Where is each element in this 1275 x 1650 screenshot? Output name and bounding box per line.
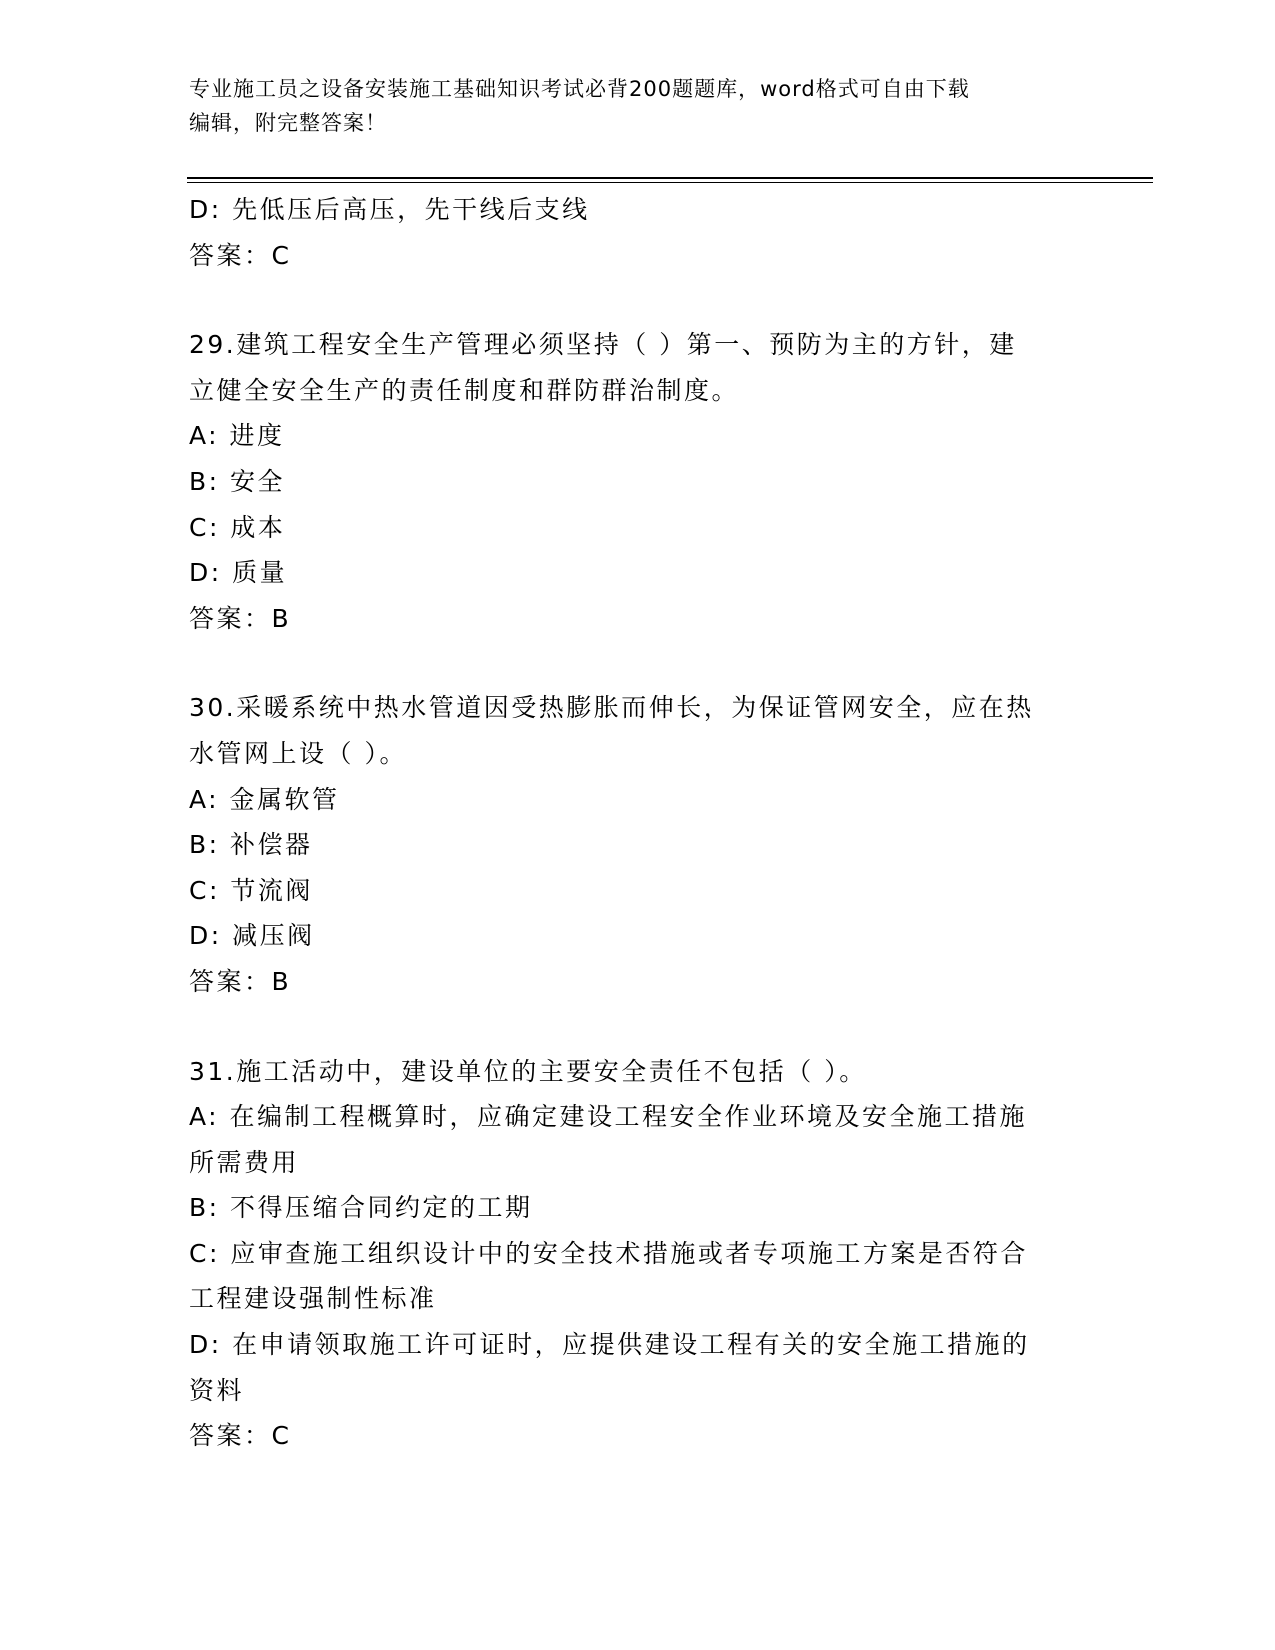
spacer	[189, 1005, 1089, 1049]
header-rule-thin	[187, 182, 1153, 183]
option-a: A: 在编制工程概算时，应确定建设工程安全作业环境及安全施工措施	[189, 1102, 1028, 1132]
option-d: D: 质量	[189, 558, 288, 588]
question-stem-continued: 立健全安全生产的责任制度和群防群治制度。	[189, 375, 740, 405]
option-c: C: 应审查施工组织设计中的安全技术措施或者专项施工方案是否符合	[189, 1238, 1028, 1268]
spacer	[189, 641, 1089, 685]
question-31	[189, 1049, 1089, 1459]
option-d: D: 先低压后高压，先干线后支线	[189, 195, 590, 224]
question-stem-continued: 水管网上设（ ）。	[189, 738, 407, 768]
question-30	[189, 685, 1089, 1004]
option-c: C: 节流阀	[189, 875, 313, 905]
option-b: B: 补偿器	[189, 830, 313, 860]
option-d: D: 减压阀	[189, 921, 315, 951]
option-a: A: 进度	[189, 421, 285, 451]
header-rule-thick	[187, 177, 1153, 179]
option-a-continued: 所需费用	[189, 1147, 300, 1177]
option-c: C: 成本	[189, 512, 286, 542]
question-29	[189, 322, 1089, 641]
question-stem: 30.采暖系统中热水管道因受热膨胀而伸长，为保证管网安全，应在热	[189, 693, 1034, 723]
option-c-continued: 工程建设强制性标准	[189, 1284, 437, 1314]
answer: 答案：B	[189, 966, 292, 996]
answer: 答案：B	[189, 603, 292, 633]
previous-question-tail	[189, 187, 1089, 278]
option-b: B: 安全	[189, 466, 286, 496]
option-d-continued: 资料	[189, 1375, 245, 1405]
question-stem: 31.施工活动中，建设单位的主要安全责任不包括（ ）。	[189, 1056, 867, 1086]
header-line-2: 编辑，附完整答案！	[189, 111, 387, 135]
question-list	[189, 187, 1089, 1459]
document-header	[189, 72, 1089, 140]
option-a: A: 金属软管	[189, 784, 340, 814]
header-line-1: 专业施工员之设备安装施工基础知识考试必背200题题库，word格式可自由下载	[189, 77, 970, 101]
answer: 答案：C	[189, 240, 292, 270]
option-b: B: 不得压缩合同约定的工期	[189, 1193, 533, 1223]
answer: 答案：C	[189, 1421, 292, 1451]
option-d: D: 在申请领取施工许可证时，应提供建设工程有关的安全施工措施的	[189, 1330, 1030, 1360]
question-stem: 29.建筑工程安全生产管理必须坚持（ ）第一、预防为主的方针，建	[189, 330, 1017, 360]
spacer	[189, 278, 1089, 322]
